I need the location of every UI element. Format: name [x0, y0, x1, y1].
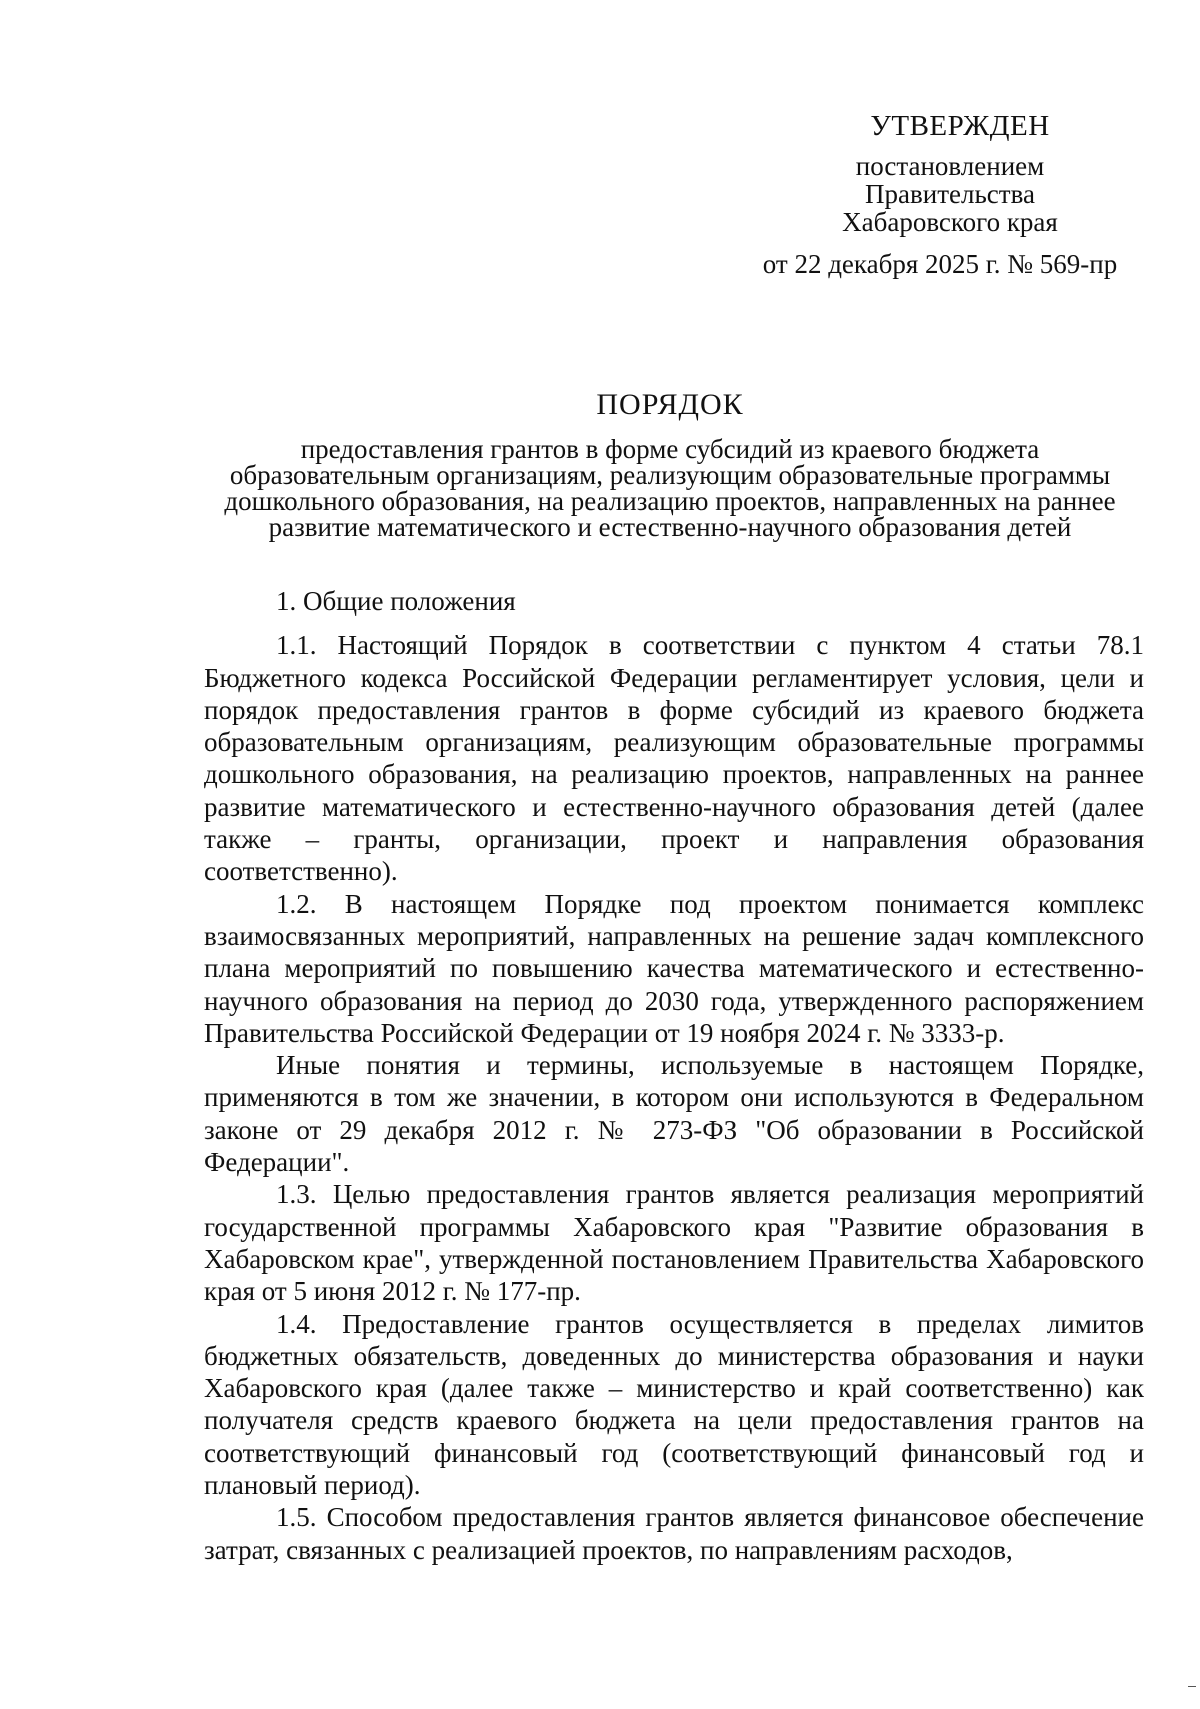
document-subtitle: [200, 436, 1140, 540]
document-body: [204, 585, 1144, 1566]
scan-mark: [1188, 1686, 1196, 1687]
subtitle-line: дошкольного образования, на реализацию проектов, направленных на раннее: [224, 486, 1116, 516]
approval-line-government: Правительства: [865, 179, 1035, 209]
approved-label: УТВЕРЖДЕН: [870, 110, 1050, 142]
subtitle-line: предоставления грантов в форме субсидий из краевого бюджета: [300, 434, 1040, 464]
approval-date: от 22 декабря 2025 г. № 569-пр: [762, 249, 1118, 279]
subtitle-line: развитие математического и естественно-научного образования детей: [268, 512, 1072, 542]
subtitle-line: образовательным организациям, реализующим образовательные программы: [229, 460, 1111, 490]
paragraph-1-4: 1.4. Предоставление грантов осуществляется в пределах лимитов бюджетных обязательств, доведенных до министерства образования и науки Хабаровского края (далее также – министерство и край соответственно) как получателя средств краевого бюджета на цели предоставления грантов на соответствующий финансовый год (соответствующий финансовый год и плановый период).: [204, 1308, 1144, 1501]
section-heading: 1. Общие положения: [276, 586, 516, 616]
approval-stamp: [760, 112, 1140, 278]
paragraph-1-1: 1.1. Настоящий Порядок в соответствии с пунктом 4 статьи 78.1 Бюджетного кодекса Российской Федерации регламентирует условия, цели и порядок предоставления грантов в форме субсидий из краевого бюджета образовательным организациям, реализующим образовательные программы дошкольного образования, на реализацию проектов, направленных на раннее развитие математического и естественно-научного образования детей (далее также – гранты, организации, проект и направления образования соответственно).: [204, 630, 1144, 887]
paragraph-1-3: 1.3. Целью предоставления грантов является реализация мероприятий государственной программы Хабаровского края "Развитие образования в Хабаровском крае", утвержденной постановлением Правительства Хабаровского края от 5 июня 2012 г. № 177-пр.: [204, 1179, 1144, 1307]
approval-line-region: Хабаровского края: [842, 207, 1058, 237]
document-title: ПОРЯДОК: [596, 388, 744, 421]
paragraph-1-5: 1.5. Способом предоставления грантов является финансовое обеспечение затрат, связанных с реализацией проектов, по направлениям расходов,: [204, 1502, 1144, 1565]
approval-line-resolution: постановлением: [855, 151, 1045, 181]
title-block: [200, 388, 1140, 540]
paragraph-1-2: 1.2. В настоящем Порядке под проектом понимается комплекс взаимосвязанных мероприятий, направленных на решение задач комплексного плана мероприятий по повышению качества математического и естественно-научного образования на период до 2030 года, утвержденного распоряжением Правительства Российской Федерации от 19 ноября 2024 г. № 3333-р.: [204, 888, 1144, 1048]
paragraph-terms: Иные понятия и термины, используемые в настоящем Порядке, применяются в том же значении, в котором они используются в Федеральном законе от 29 декабря 2012 г. № 273-ФЗ "Об образовании в Российской Федерации".: [204, 1050, 1144, 1178]
